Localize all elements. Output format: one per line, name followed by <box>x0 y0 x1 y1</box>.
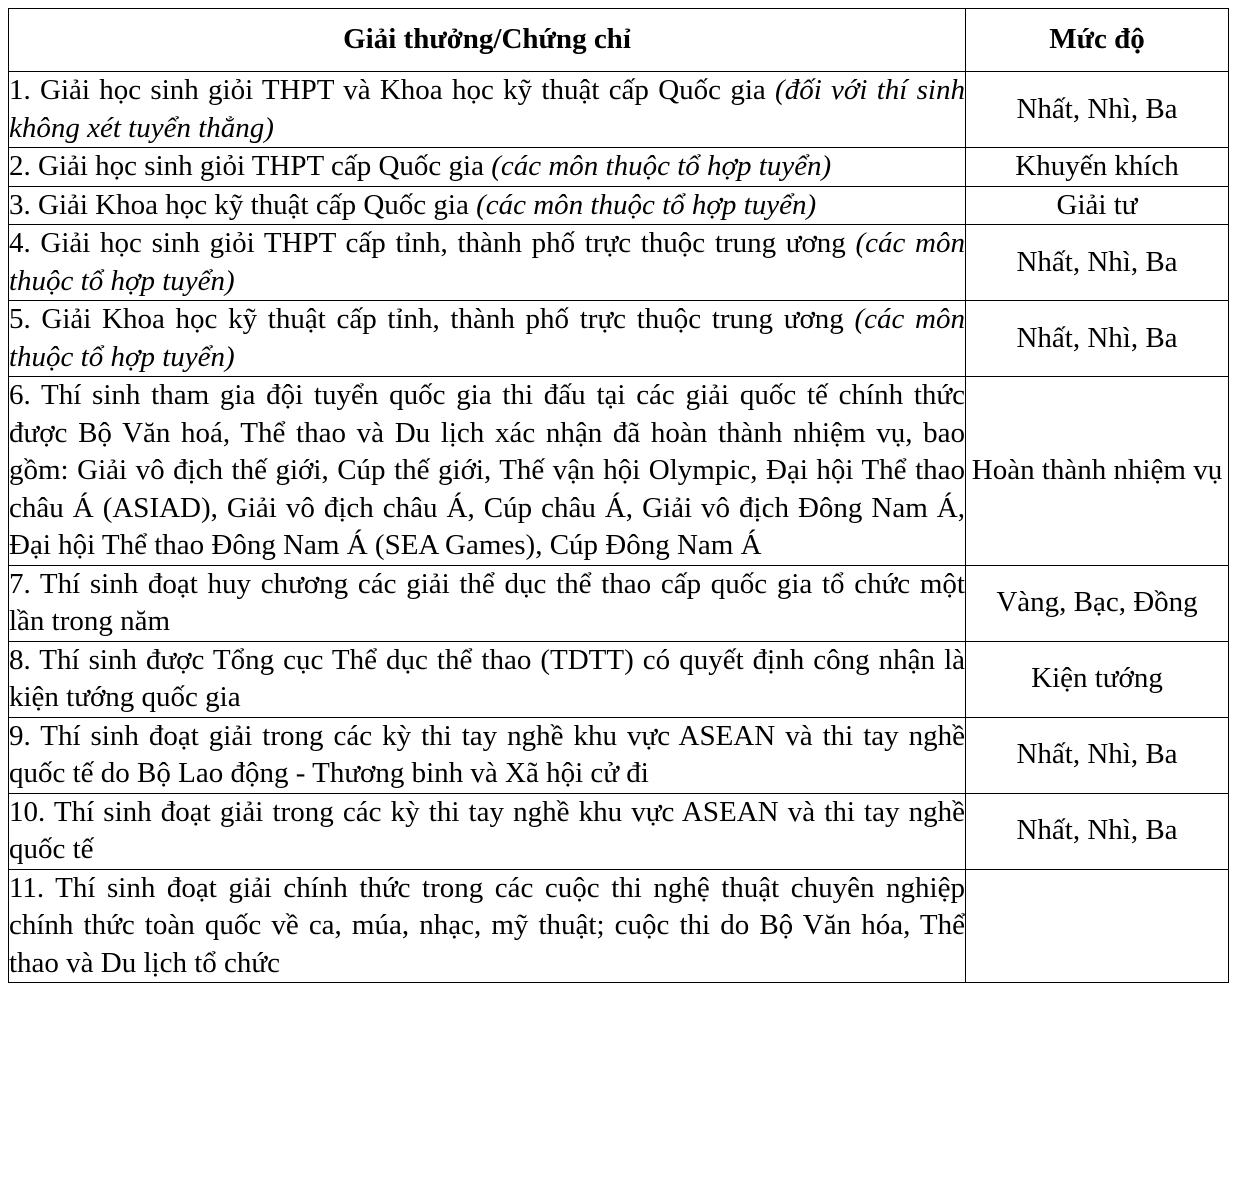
table-row <box>9 565 1229 641</box>
award-text: 2. Giải học sinh giỏi THPT cấp Quốc gia <box>9 150 492 182</box>
table-row <box>9 869 1229 983</box>
table-row <box>9 186 1229 225</box>
table-row <box>9 717 1229 793</box>
level-cell: Kiện tướng <box>966 641 1229 717</box>
award-cell <box>9 717 966 793</box>
award-note: (các môn thuộc tổ hợp tuyển) <box>9 227 966 297</box>
table-row <box>9 225 1229 301</box>
award-cell <box>9 793 966 869</box>
award-text: 11. Thí sinh đoạt giải chính thức trong các cuộc thi nghệ thuật chuyên nghiệp chính thức toàn quốc về ca, múa, nhạc, mỹ thuật; cuộc thi do Bộ Văn hóa, Thể thao và Du lịch tổ chức <box>9 871 965 979</box>
award-text: 10. Thí sinh đoạt giải trong các kỳ thi tay nghề khu vực ASEAN và thi tay nghề quốc tế <box>9 795 965 865</box>
award-text: 9. Thí sinh đoạt giải trong các kỳ thi tay nghề khu vực ASEAN và thi tay nghề quốc tế do Bộ Lao động - Thương binh và Xã hội cử đi <box>9 719 965 789</box>
award-cell <box>9 148 966 187</box>
level-cell: Khuyến khích <box>966 148 1229 187</box>
level-cell <box>966 869 1229 983</box>
award-cell <box>9 377 966 566</box>
level-cell: Nhất, Nhì, Ba <box>966 301 1229 377</box>
award-text: 1. Giải học sinh giỏi THPT và Khoa học kỹ thuật cấp Quốc gia <box>9 74 776 106</box>
header-award: Giải thưởng/Chứng chỉ <box>9 9 966 72</box>
table-row <box>9 377 1229 566</box>
award-cell <box>9 301 966 377</box>
table-header-row <box>9 9 1229 72</box>
level-cell: Nhất, Nhì, Ba <box>966 717 1229 793</box>
award-text: 3. Giải Khoa học kỹ thuật cấp Quốc gia <box>9 188 477 221</box>
award-note: (các môn thuộc tổ hợp tuyển) <box>491 150 832 182</box>
level-cell: Hoàn thành nhiệm vụ <box>966 377 1229 566</box>
award-cell <box>9 565 966 641</box>
award-text: 6. Thí sinh tham gia đội tuyển quốc gia thi đấu tại các giải quốc tế chính thức được Bộ Văn hoá, Thể thao và Du lịch xác nhận đã hoàn thành nhiệm vụ, bao gồm: Giải vô địch thế giới, Cúp thế giới, Thế vận hội Olympic, Đại hội Thể thao châu Á (ASIAD), Giải vô địch châu Á, Cúp châu Á, Giải vô địch Đông Nam Á, Đại hội Thể thao Đông Nam Á (SEA Games), Cúp Đông Nam Á <box>9 379 965 561</box>
level-cell: Nhất, Nhì, Ba <box>966 793 1229 869</box>
award-cell <box>9 186 966 225</box>
table-row <box>9 793 1229 869</box>
awards-table <box>8 8 1229 983</box>
table-row <box>9 641 1229 717</box>
level-cell: Vàng, Bạc, Đồng <box>966 565 1229 641</box>
award-text: 8. Thí sinh được Tổng cục Thể dục thể thao (TDTT) có quyết định công nhận là kiện tướng quốc gia <box>9 643 965 713</box>
level-cell: Nhất, Nhì, Ba <box>966 72 1229 148</box>
award-text: 7. Thí sinh đoạt huy chương các giải thể dục thể thao cấp quốc gia tổ chức một lần trong năm <box>9 567 965 637</box>
award-cell <box>9 225 966 301</box>
award-text: 5. Giải Khoa học kỹ thuật cấp tỉnh, thành phố trực thuộc trung ương <box>9 303 855 335</box>
level-cell: Giải tư <box>966 186 1229 225</box>
table-row <box>9 72 1229 148</box>
level-cell: Nhất, Nhì, Ba <box>966 225 1229 301</box>
award-cell <box>9 641 966 717</box>
award-note: (các môn thuộc tổ hợp tuyển) <box>476 188 817 221</box>
award-cell <box>9 869 966 983</box>
award-note: (các môn thuộc tổ hợp tuyển) <box>9 303 965 373</box>
award-note: (đối với thí sinh không xét tuyển thẳng) <box>9 74 965 144</box>
table-row <box>9 301 1229 377</box>
table-row <box>9 148 1229 187</box>
award-text: 4. Giải học sinh giỏi THPT cấp tỉnh, thành phố trực thuộc trung ương <box>9 227 856 259</box>
award-cell <box>9 72 966 148</box>
header-level: Mức độ <box>966 9 1229 72</box>
